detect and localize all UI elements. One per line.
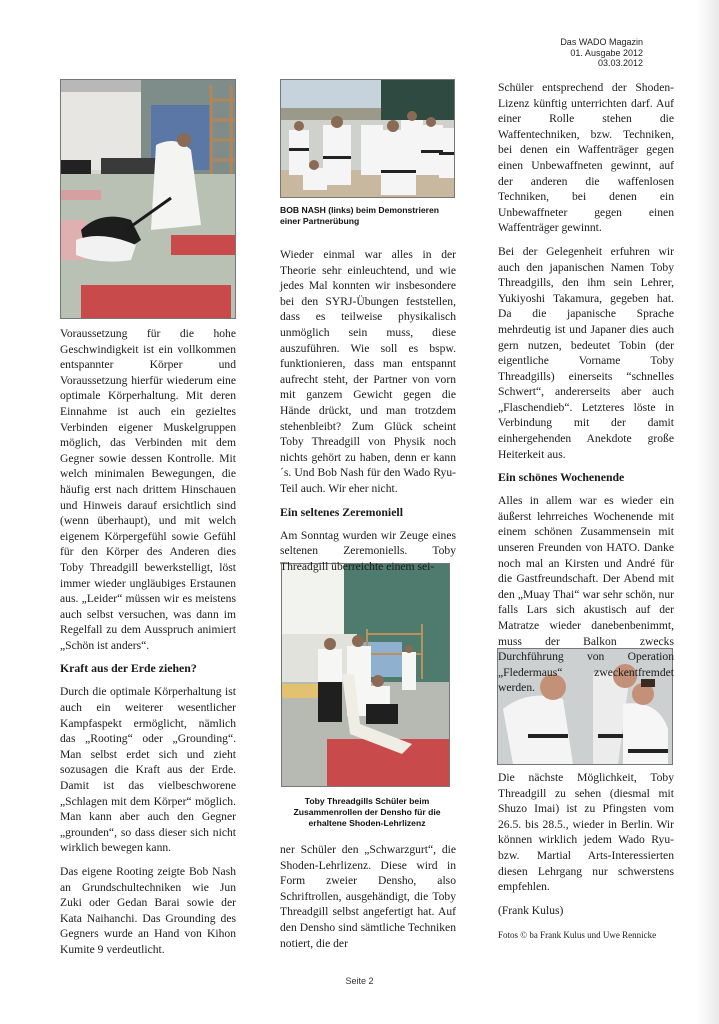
article-column-3-continued [498, 770, 674, 952]
photo-sword-technique [60, 79, 236, 319]
page-number: Seite 2 [345, 976, 374, 986]
issue-date: 03.03.2012 [597, 58, 643, 68]
caption-densho-ceremony: Toby Threadgills Schüler beim Zusammenrollen der Densho für die erhaltene Shoden-Lehrlizenz [293, 796, 441, 828]
magazine-title: Das WADO Magazin [560, 37, 643, 47]
paragraph: Alles in allem war es wieder ein äußerst lehrreiches Wochenende mit einem schönen Zusammensein mit unseren Freunden von HATO. Danke noch mal an Kirsten und André für die Gastfreundschaft. Der Abend mit den „Muay Thai“ war sehr schön, nur falls Lars sich akustisch auf der Matratze wieder danebenbenimmt, muss der Balkon zwecks Durchführung von Operation „Fledermaus“ zweckentfremdet werden. [498, 494, 674, 695]
paragraph: Schüler entsprechend der Shoden-Lizenz künftig unterrichten darf. Auf einer Rolle stehen die Waffentechniken, bzw. Techniken, bei denen ein Waffenträger gegen einen Unbewaffneten gewinnt, auf der anderen die waffenlosen Techniken, bei denen ein Unbewaffneter gegen einen Waffenträger gewinnt. [498, 81, 674, 235]
caption-partner-exercise: BOB NASH (links) beim Demonstrieren einer Partnerübung [280, 205, 440, 226]
article-column-2 [280, 247, 456, 582]
paragraph: Bei der Gelegenheit erfuhren wir auch den japanischen Namen Toby Threadgills, den ihm sein Lehrer, Yukiyoshi Takamura, gegeben hat. Da die japanische Sprache mehrdeutig ist und Japaner dies auch gern nutzen, bedeutet Tobin (der eigentliche Vorname Toby Threadgills) einerseits “schnelles Schwert“, andererseits aber auch „Flaschendieb“. Letzteres löste in Verbindung mit der damit einhergehenden Anekdote große Heiterkeit aus. [498, 244, 674, 461]
section-heading-wochenende: Ein schönes Wochenende [498, 470, 625, 485]
section-heading-zeremoniell: Ein seltenes Zeremoniell [280, 504, 403, 519]
photo-densho-ceremony-image [282, 564, 449, 786]
author-signature: (Frank Kulus) [498, 903, 564, 917]
photo-credit: Fotos © ba Frank Kulus und Uwe Rennicke [498, 930, 657, 941]
page-edge-shadow [697, 0, 719, 1024]
section-heading-kraft: Kraft aus der Erde ziehen? [60, 661, 197, 676]
paragraph: Das eigene Rooting zeigte Bob Nash an Grundschultechniken wie Jun Zuki oder Gedan Barai sowie der Kata Naihanchi. Das Grounding des Gegners wurde an Hand von Kihon Kumite 9 verdeutlicht. [60, 865, 236, 956]
article-column-1 [60, 326, 236, 966]
paragraph: Durch die optimale Körperhaltung ist auch ein weiterer wesentlicher Kampfaspekt ermöglicht, nämlich das „Rooting“ oder „Grounding“. Man selbst erdet sich und zieht sozusagen die Kraft aus der Erde. Damit ist das vielbeschworene „Schlagen mit dem Körper“ möglich. Man kann aber auch den Gegner „grounden“, so dass dieser sich nicht wirklich bewegen kann. [60, 685, 236, 855]
photo-sword-technique-image [61, 80, 235, 318]
photo-partner-exercise-image [281, 80, 454, 197]
article-column-3 [498, 80, 674, 704]
photo-partner-exercise [280, 79, 455, 198]
issue-label: 01. Ausgabe 2012 [570, 47, 643, 58]
paragraph: Am Sonntag wurden wir Zeuge eines seltenen Zeremoniells. Toby Threadgill überreichte einem sei- [280, 528, 456, 573]
paragraph: ner Schüler den „Schwarzgurt“, die Shoden-Lehrlizenz. Diese wird in Form zweier Densho, also Schriftrollen, ausgehändigt, die Toby Threadgill selbst angefertigt hat. Auf den Densho sind sämtliche Techniken notiert, die der [280, 843, 456, 950]
paragraph: Voraussetzung für die hohe Geschwindigkeit ist ein vollkommen entspannter Körper und Voraussetzung hierfür wiederum eine optimale Körperhaltung. Mit deren Einnahme ist auch ein gezieltes Verbinden eigener Muskelgruppen möglich, das Verbinden mit dem Gegner sowie dessen Kontrolle. Mit welch minimalen Bewegungen, die häufig erst nach drittem Hinschauen und Hinweis darauf ersichtlich sind (wenn überhaupt), und mit welch eigenem Körpergefühl sowie Gefühl für den Körper des Anderen dies Toby Threadgill bewerkstelligt, löst immer wieder ungläubiges Erstaunen aus. „Leider“ müssen wir es meistens auch selbst versuchen, was dann im Regelfall zu dem Ausspruch animiert „Schön ist anders“. [60, 327, 236, 652]
article-column-2-continued [280, 842, 456, 959]
magazine-header [560, 37, 643, 69]
paragraph: Wieder einmal war alles in der Theorie sehr einleuchtend, und wie jedes Mal konnten wir insbesondere bei den SYRJ-Übungen feststellen, dass es teilweise physikalisch unmöglich sein muss, diese auszuführen. Wie soll es bspw. funktionieren, dass man entspannt aufrecht steht, der Partner von vorn mit ganzem Gewicht gegen die Hände drückt, und man trotzdem stehenbleibt? Zum Glück scheint Toby Threadgill von Physik noch nichts gehört zu haben, denn er kann´s. Und Bob Nash für den Wado Ryu-Teil auch. Wir eher nicht. [280, 248, 456, 495]
paragraph: Die nächste Möglichkeit, Toby Threadgill zu sehen (diesmal mit Shuzo Imai) ist zu Pfingsten vom 26.5. bis 28.5., wieder in Berlin. Wir können wirklich jedem Wado Ryu- bzw. Martial Arts-Interessierten diesen Lehrgang nur schwerstens empfehlen. [498, 771, 674, 894]
photo-densho-ceremony [281, 563, 450, 787]
